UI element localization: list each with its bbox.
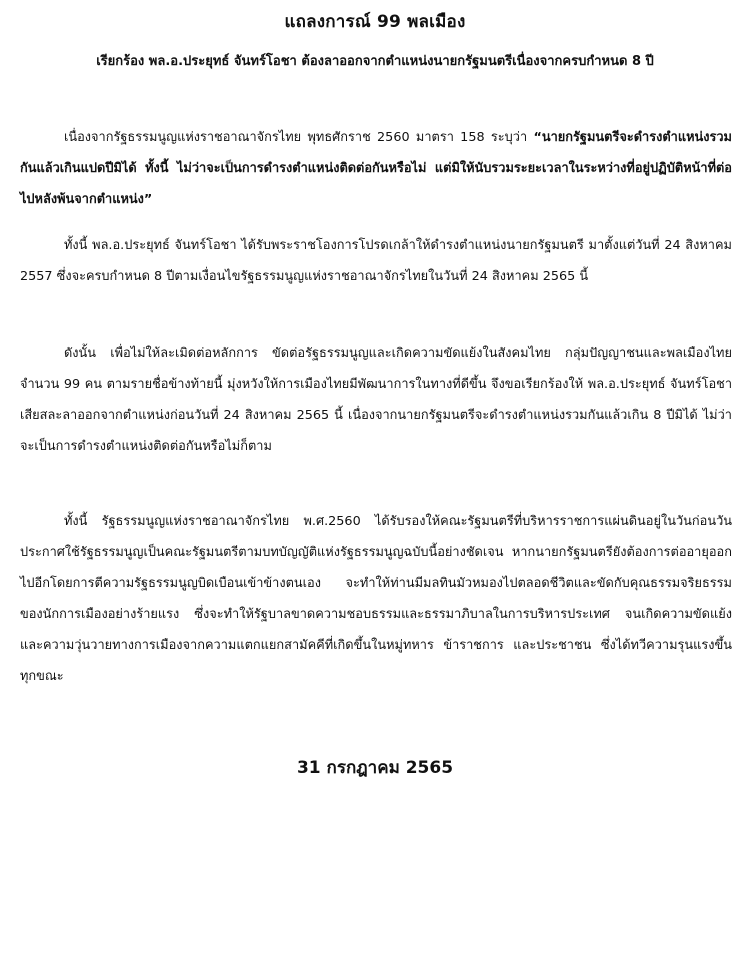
paragraph-term-start: ทั้งนี้ พล.อ.ประยุทธ์ จันทร์โอชา ได้รับพระราชโองการโปรดเกล้าให้ดำรงตำแหน่งนายกรัฐมนตรี มาตั้งแต่วันที่ 24 สิงหาคม 2557 ซึ่งจะครบกำหนด 8 ปีตามเงื่อนไขรัฐธรรมนูญแห่งราชอาณาจักรไทยในวันที่ 24 สิงหาคม 2565 นี้ xyxy=(20,238,732,284)
document-subtitle: เรียกร้อง พล.อ.ประยุทธ์ จันทร์โอชา ต้องลาออกจากตำแหน่งนายกรัฐมนตรีเนื่องจากครบกำหนด 8 ปี xyxy=(96,54,654,69)
paragraph-text: เนื่องจากรัฐธรรมนูญแห่งราชอาณาจักรไทย พุทธศักราช 2560 มาตรา 158 ระบุว่า xyxy=(64,130,534,145)
paragraph-consequences: ทั้งนี้ รัฐธรรมนูญแห่งราชอาณาจักรไทย พ.ศ.2560 ได้รับรองให้คณะรัฐมนตรีที่บริหารราชการแผ่นดินอยู่ในวันก่อนวันประกาศใช้รัฐธรรมนูญเป็นคณะรัฐมนตรีตามบทบัญญัติแห่งรัฐธรรมนูญฉบับนี้อย่างชัดเจน หากนายกรัฐมนตรียังต้องการต่ออายุออกไปอีกโดยการตีความรัฐธรรมนูญบิดเบือนเข้าข้างตนเอง จะทำให้ท่านมีมลทินมัวหมองไปตลอดชีวิตและขัดกับคุณธรรมจริยธรรมของนักการเมืองอย่างร้ายแรง ซึ่งจะทำให้รัฐบาลขาดความชอบธรรมและธรรมาภิบาลในการบริหารประเทศ จนเกิดความขัดแย้งและความวุ่นวายทางการเมืองจากความแตกแยกสามัคคีที่เกิดขึ้นในหมู่ทหาร ข้าราชการ และประชาชน ซึ่งได้ทวีความรุนแรงขึ้นทุกขณะ xyxy=(20,514,732,684)
quoted-clause: “นายกรัฐมนตรีจะดำรงตำแหน่งรวมกันแล้วเกินแปดปีมิได้ ทั้งนี้ ไม่ว่าจะเป็นการดำรงตำแหน่งติดต่อกันหรือไม่ แต่มิให้นับรวมระยะเวลาในระหว่างที่อยู่ปฏิบัติหน้าที่ต่อไปหลังพ้นจากตำแหน่ง” xyxy=(20,130,732,207)
document-title: แถลงการณ์ 99 พลเมือง xyxy=(284,12,466,32)
paragraph-demand: ดังนั้น เพื่อไม่ให้ละเมิดต่อหลักการ ขัดต่อรัฐธรรมนูญและเกิดความขัดแย้งในสังคมไทย กลุ่มปัญญาชนและพลเมืองไทย จำนวน 99 คน ตามรายชื่อข้างท้ายนี้ มุ่งหวังให้การเมืองไทยมีพัฒนาการในทางที่ดีขึ้น จึงขอเรียกร้องให้ พล.อ.ประยุทธ์ จันทร์โอชา เสียสละลาออกจากตำแหน่งก่อนวันที่ 24 สิงหาคม 2565 นี้ เนื่องจากนายกรัฐมนตรีจะดำรงตำแหน่งรวมกันแล้วเกิน 8 ปีมิได้ ไม่ว่าจะเป็นการดำรงตำแหน่งติดต่อกันหรือไม่ก็ตาม xyxy=(20,346,732,454)
paragraph-constitution-clause xyxy=(20,122,732,215)
document-date: 31 กรกฎาคม 2565 xyxy=(296,758,454,778)
